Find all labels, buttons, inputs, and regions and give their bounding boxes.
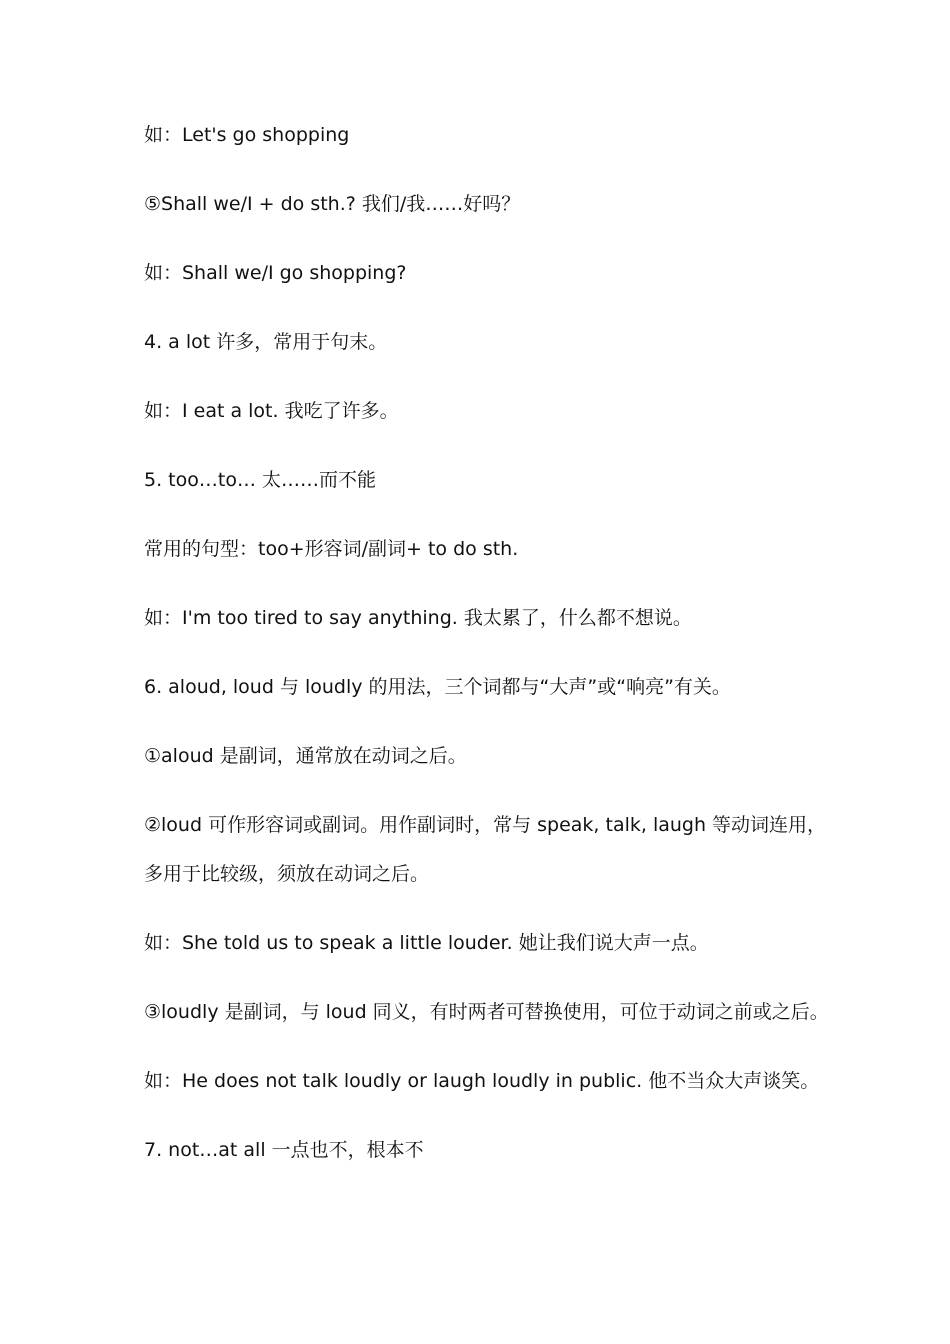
example-too-tired: 如：I'm too tired to say anything. 我太累了，什么都不想说。 (144, 607, 692, 629)
item-loudly: ③loudly 是副词，与 loud 同义，有时两者可替换使用，可位于动词之前或之后。 (144, 1001, 829, 1023)
item-loud: ②loud 可作形容词或副词。用作副词时，常与 speak, talk, laugh 等动词连用， (144, 814, 827, 836)
heading-not-at-all: 7. not…at all 一点也不，根本不 (144, 1139, 424, 1161)
example-i-eat-a-lot: 如：I eat a lot. 我吃了许多。 (144, 400, 399, 422)
example-lets-go-shopping: 如：Let's go shopping (144, 124, 350, 146)
heading-aloud-loud-loudly: 6. aloud, loud 与 loudly 的用法，三个词都与“大声”或“响亮”有关。 (144, 676, 731, 698)
pattern-too-to: 常用的句型：too+形容词/副词+ to do sth. (144, 538, 519, 560)
heading-too-to: 5. too…to… 太……而不能 (144, 469, 376, 491)
example-speak-louder: 如：She told us to speak a little louder. 她让我们说大声一点。 (144, 932, 709, 954)
item-aloud: ①aloud 是副词，通常放在动词之后。 (144, 745, 467, 767)
item-loud-continued: 多用于比较级，须放在动词之后。 (144, 863, 430, 885)
example-shall-we-go-shopping: 如：Shall we/I go shopping? (144, 262, 407, 284)
example-talk-loudly: 如：He does not talk loudly or laugh loudly in public. 他不当众大声谈笑。 (144, 1070, 820, 1092)
item-shall-we-pattern: ⑤Shall we/I + do sth.? 我们/我……好吗？ (144, 193, 521, 215)
heading-a-lot: 4. a lot 许多，常用于句末。 (144, 331, 388, 353)
